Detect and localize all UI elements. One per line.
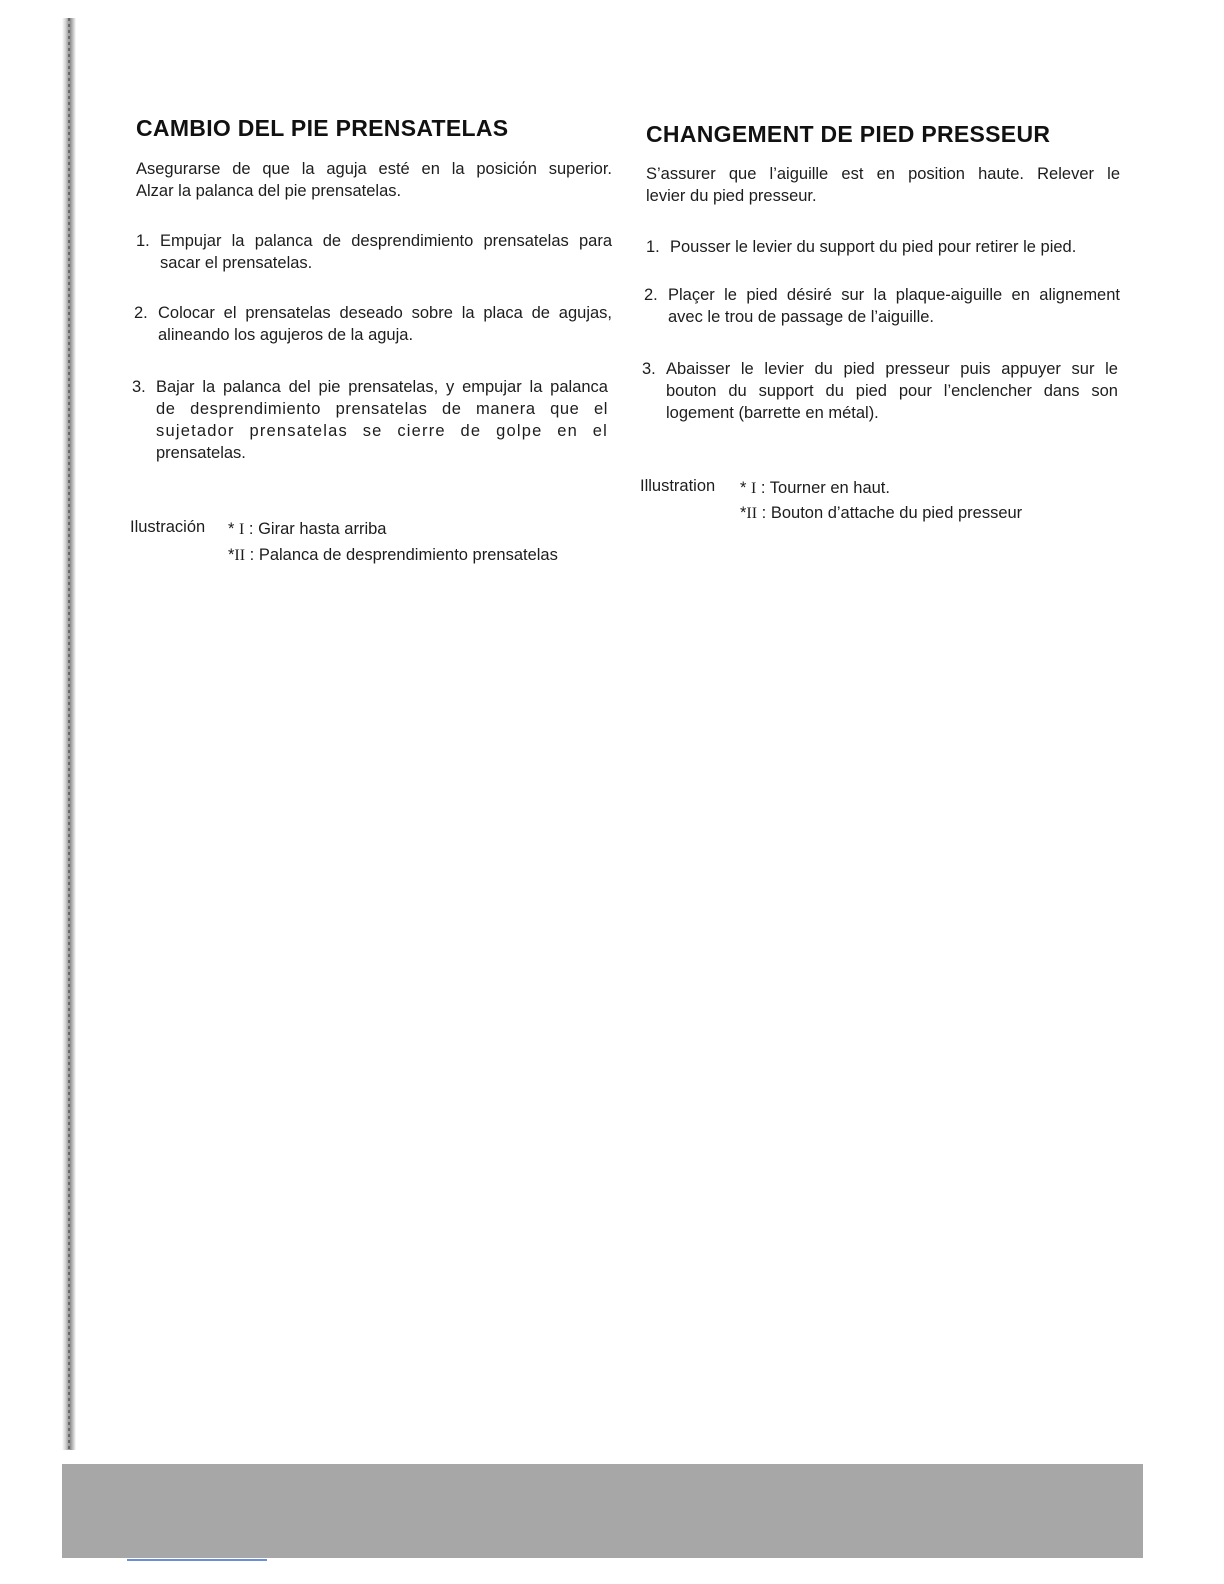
step-number: 3. [642, 360, 656, 378]
legend-text: : Palanca de desprendimiento prensatelas [245, 546, 558, 564]
legend-item [228, 516, 386, 543]
spanish-illustration-legend [130, 514, 610, 574]
step-line: bouton du support du pied pour l’enclencher dans son [666, 382, 1118, 400]
roman-numeral: II [746, 505, 758, 522]
french-step-2 [644, 284, 1120, 328]
legend-text: : Girar hasta arriba [244, 520, 387, 538]
french-intro [646, 163, 1120, 207]
step-line: Abaisser le levier du pied presseur puis appuyer sur le [666, 360, 1118, 378]
legend-item [740, 475, 890, 502]
legend-text: : Bouton d’attache du pied presseur [757, 504, 1023, 522]
scan-binding-edge [62, 18, 76, 1450]
roman-numeral: I [239, 521, 245, 538]
spanish-intro [136, 158, 612, 202]
step-line: prensatelas. [156, 444, 246, 462]
step-number: 3. [132, 378, 146, 396]
french-step-1 [646, 236, 1120, 258]
step-line: Plaçer le pied désiré sur la plaque-aiguille en alignement [668, 286, 1120, 304]
step-number: 1. [136, 232, 150, 250]
step-line: Bajar la palanca del pie prensatelas, y empujar la palanca [156, 378, 608, 396]
spanish-intro-line: Asegurarse de que la aguja esté en la posiciόn superior. [136, 160, 612, 178]
legend-marker: * [228, 520, 240, 538]
roman-numeral: II [234, 547, 246, 564]
legend-marker: * [228, 546, 235, 564]
french-intro-line: levier du pied presseur. [646, 187, 817, 205]
step-line: Colocar el prensatelas deseado sobre la placa de agujas, [158, 304, 612, 322]
step-number: 1. [646, 238, 660, 256]
step-line: Pousser le levier du support du pied pour retirer le pied. [670, 238, 1077, 256]
spanish-intro-line: Alzar la palanca del pie prensatelas. [136, 182, 402, 200]
step-line: avec le trou de passage de l’aiguille. [668, 308, 935, 326]
spanish-title: CAMBIO DEL PIE PRENSATELAS [136, 115, 509, 141]
footer-rule [127, 1559, 267, 1561]
step-number: 2. [134, 304, 148, 322]
step-line: de desprendimiento prensatelas de manera que el [156, 400, 608, 418]
step-number: 2. [644, 286, 658, 304]
spanish-step-3 [132, 376, 608, 464]
spanish-step-2 [134, 302, 612, 346]
french-intro-line: S’assurer que l’aiguille est en position haute. Relever le [646, 165, 1120, 183]
step-line: sacar el prensatelas. [160, 254, 313, 272]
legend-marker: * [740, 479, 752, 497]
illustration-label: Ilustración [130, 518, 206, 536]
legend-item [228, 542, 558, 569]
french-title: CHANGEMENT DE PIED PRESSEUR [646, 121, 1051, 147]
step-line: sujetador prensatelas se cierre de golpe en el [156, 422, 608, 440]
step-line: alineando los agujeros de la aguja. [158, 326, 414, 344]
step-line: logement (barrette en métal). [666, 404, 879, 422]
legend-text: : Tourner en haut. [756, 479, 890, 497]
legend-marker: * [740, 504, 747, 522]
french-step-3 [642, 358, 1118, 424]
illustration-label: Illustration [640, 477, 716, 495]
step-line: Empujar la palanca de desprendimiento prensatelas para [160, 232, 612, 250]
spanish-step-1 [136, 230, 612, 274]
legend-item [740, 500, 1022, 527]
scan-footer-band [62, 1464, 1143, 1558]
french-illustration-legend [640, 473, 1120, 533]
roman-numeral: I [751, 480, 757, 497]
